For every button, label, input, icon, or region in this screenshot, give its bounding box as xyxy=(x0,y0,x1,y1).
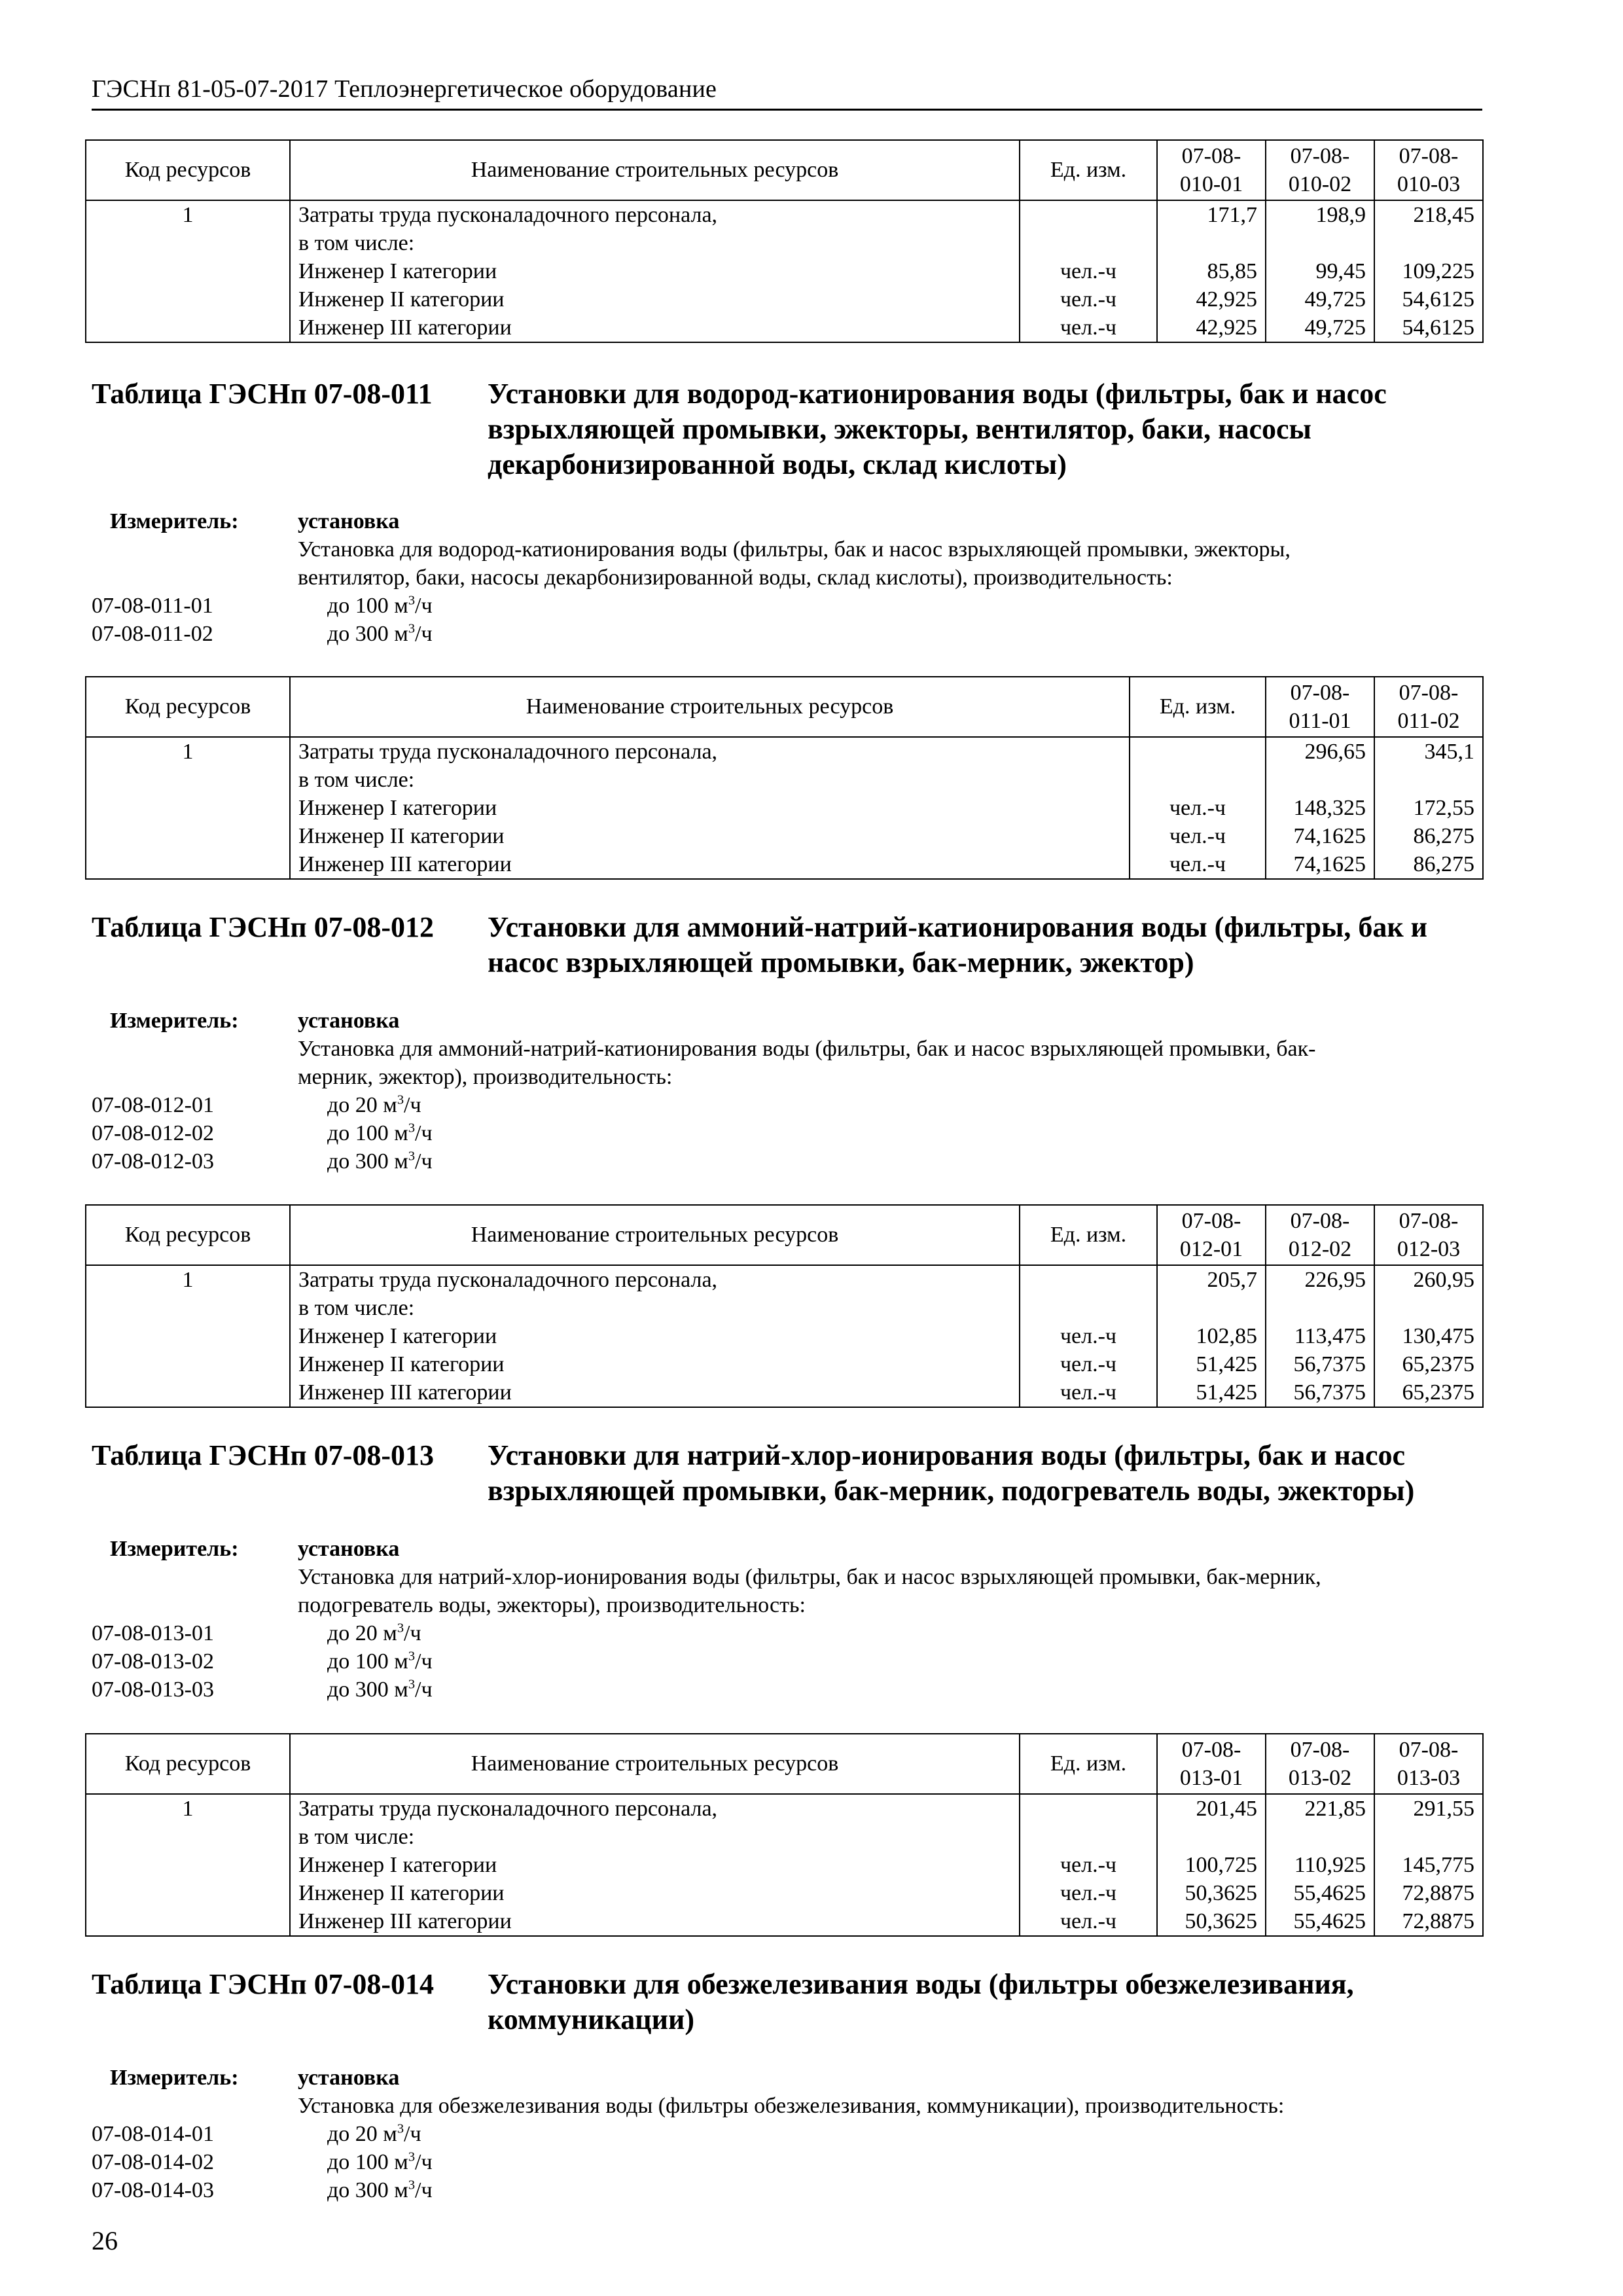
resource-name: Инженер II категории xyxy=(298,824,505,848)
cell-values xyxy=(1266,1265,1374,1407)
value: 260,95 xyxy=(1413,1268,1474,1292)
cell-resource-code xyxy=(86,1265,290,1407)
table-header-row xyxy=(86,140,1483,200)
resource-name: Инженер I категории xyxy=(298,1324,497,1348)
capacity-text: до 300 $м^3/ч$ xyxy=(327,621,433,646)
value: 49,725 xyxy=(1304,287,1366,312)
cell-resource-units xyxy=(1130,737,1266,879)
table-label: Таблица ГЭСНп 07-08-013 xyxy=(92,1439,435,1471)
cell-values xyxy=(1266,1794,1374,1936)
resource-table-012 xyxy=(85,1204,1484,1408)
resource-name: Инженер III категории xyxy=(298,1380,512,1405)
capacity-text: до 100 $м^3/ч$ xyxy=(327,593,433,618)
cell-resource-names xyxy=(290,737,1130,879)
table-heading: Установки для натрий-хлор-ионирования воды (фильтры, бак и насос взрыхляющей промывки, бак-мерник, подогреватель воды, эжекторы) xyxy=(488,1439,1415,1507)
capacity-code: 07-08-012-01 xyxy=(92,1093,214,1117)
meter-description: подогреватель воды, эжекторы), производительность: xyxy=(298,1593,806,1617)
cell-values xyxy=(1266,737,1374,879)
table-012-title xyxy=(92,910,1492,980)
capacity-text: до 300 $м^3/ч$ xyxy=(327,1677,433,1702)
value: 65,2375 xyxy=(1402,1352,1474,1376)
resource-name: в том числе: xyxy=(298,231,415,255)
resource-name: Инженер III категории xyxy=(298,315,512,340)
table-header-row xyxy=(86,1205,1483,1265)
table-014-title xyxy=(92,1967,1492,2037)
value: 74,1625 xyxy=(1293,852,1366,876)
col-header-rate-line: 010-02 xyxy=(1288,172,1352,196)
cell-values xyxy=(1157,1794,1266,1936)
resource-name: Инженер II категории xyxy=(298,1352,505,1376)
cell-resource-names xyxy=(290,200,1020,342)
resource-unit: чел.-ч xyxy=(1169,796,1226,820)
capacity-unit-power: 3 xyxy=(397,1092,404,1107)
value xyxy=(1166,1294,1257,1322)
table-heading: Установки для обезжелезивания воды (фильтры обезжелезивания, коммуникации) xyxy=(488,1968,1354,2036)
resource-unit: чел.-ч xyxy=(1060,1352,1117,1376)
col-header-rate-line: 013-01 xyxy=(1179,1766,1243,1790)
meter-unit: установка xyxy=(298,2066,400,2090)
table-013-block xyxy=(85,1733,1482,1937)
meter-description: Установка для аммоний-натрий-катионирования воды (фильтры, бак и насос взрыхляющей промывки, бак- xyxy=(298,1037,1316,1061)
value: 226,95 xyxy=(1304,1268,1366,1292)
value: 201,45 xyxy=(1196,1797,1257,1821)
capacity-value: до 100 м xyxy=(327,1649,408,1674)
value: 54,6125 xyxy=(1402,315,1474,340)
table-row xyxy=(86,200,1483,342)
col-header-name: Наименование строительных ресурсов xyxy=(290,677,1130,737)
value: 100,725 xyxy=(1185,1853,1257,1877)
col-header-unit: Ед. изм. xyxy=(1020,140,1157,200)
col-header-rate xyxy=(1266,1205,1374,1265)
cell-resource-code xyxy=(86,737,290,879)
value: 102,85 xyxy=(1196,1324,1257,1348)
capacity-value: до 20 м xyxy=(327,2122,397,2146)
table-row xyxy=(86,1794,1483,1936)
value: 198,9 xyxy=(1315,203,1366,227)
col-header-code: Код ресурсов xyxy=(86,1734,290,1794)
table-label: Таблица ГЭСНп 07-08-012 xyxy=(92,911,435,943)
resource-name: Затраты труда пусконаладочного персонала, xyxy=(298,203,718,227)
resource-name: Инженер III категории xyxy=(298,852,512,876)
value: 65,2375 xyxy=(1402,1380,1474,1405)
capacity-code: 07-08-011-02 xyxy=(92,622,213,646)
col-header-rate-line: 010-03 xyxy=(1397,172,1461,196)
resource-name: Затраты труда пусконаладочного персонала, xyxy=(298,1797,718,1821)
resource-unit: чел.-ч xyxy=(1060,1909,1117,1933)
col-header-rate-line: 07-08- xyxy=(1290,1738,1350,1762)
col-header-rate-line: 07-08- xyxy=(1290,1209,1350,1233)
capacity-item xyxy=(92,2120,1492,2148)
resource-code: 1 xyxy=(182,203,194,227)
resource-unit xyxy=(1028,229,1149,257)
capacity-code: 07-08-013-01 xyxy=(92,1621,214,1645)
meter-unit: установка xyxy=(298,509,400,533)
resource-name: в том числе: xyxy=(298,1296,415,1320)
capacity-item xyxy=(92,592,1492,620)
value xyxy=(1383,766,1474,794)
cell-resource-units xyxy=(1020,1265,1157,1407)
capacity-item xyxy=(92,620,1492,648)
col-header-rate xyxy=(1374,140,1483,200)
resource-name: Инженер III категории xyxy=(298,1909,512,1933)
resource-unit xyxy=(1138,738,1257,766)
value: 49,725 xyxy=(1304,315,1366,340)
table-row xyxy=(86,1265,1483,1407)
value: 51,425 xyxy=(1196,1380,1257,1405)
col-header-name: Наименование строительных ресурсов xyxy=(290,140,1020,200)
col-header-rate xyxy=(1266,140,1374,200)
col-header-rate-line: 07-08- xyxy=(1399,1209,1459,1233)
value: 50,3625 xyxy=(1185,1881,1257,1905)
resource-unit: чел.-ч xyxy=(1169,824,1226,848)
value: 42,925 xyxy=(1196,287,1257,312)
capacity-unit-power: 3 xyxy=(408,593,416,608)
table-014-meter xyxy=(92,2064,1492,2204)
table-013-meter xyxy=(92,1535,1492,1704)
table-label: Таблица ГЭСНп 07-08-014 xyxy=(92,1968,435,2000)
running-header: ГЭСНп 81-05-07-2017 Теплоэнергетическое оборудование xyxy=(92,73,1482,111)
capacity-unit-power: 3 xyxy=(408,1677,416,1692)
capacity-code: 07-08-013-03 xyxy=(92,1677,214,1702)
table-011-title xyxy=(92,376,1492,482)
col-header-rate-line: 010-01 xyxy=(1179,172,1243,196)
resource-name: в том числе: xyxy=(298,768,415,792)
meter-label: Измеритель: xyxy=(110,1537,239,1561)
value: 130,475 xyxy=(1402,1324,1474,1348)
table-header-row xyxy=(86,677,1483,737)
capacity-text: до 100 $м^3/ч$ xyxy=(327,1649,433,1674)
table-013-title xyxy=(92,1438,1492,1509)
resource-table-013 xyxy=(85,1733,1484,1937)
page-number: 26 xyxy=(92,2226,118,2255)
meter-description: мерник, эжектор), производительность: xyxy=(298,1065,673,1089)
resource-unit: чел.-ч xyxy=(1060,287,1117,312)
resource-unit: чел.-ч xyxy=(1169,852,1226,876)
col-header-rate-line: 07-08- xyxy=(1181,144,1241,168)
cell-values xyxy=(1157,1265,1266,1407)
resource-name: Затраты труда пусконаладочного персонала, xyxy=(298,740,718,764)
resource-unit: чел.-ч xyxy=(1060,1324,1117,1348)
capacity-unit-power: 3 xyxy=(408,621,416,636)
capacity-value: до 100 м xyxy=(327,1121,408,1145)
value: 72,8875 xyxy=(1402,1881,1474,1905)
value: 55,4625 xyxy=(1293,1881,1366,1905)
capacity-unit-power: 3 xyxy=(408,1149,416,1164)
resource-code: 1 xyxy=(182,1797,194,1821)
resource-unit: чел.-ч xyxy=(1060,315,1117,340)
capacity-unit-power: 3 xyxy=(408,2178,416,2193)
value: 56,7375 xyxy=(1293,1380,1366,1405)
capacity-text: до 20 $м^3/ч$ xyxy=(327,1092,421,1117)
capacity-value: до 20 м xyxy=(327,1621,397,1645)
value: 171,7 xyxy=(1207,203,1257,227)
cell-resource-code xyxy=(86,200,290,342)
capacity-text: до 20 $м^3/ч$ xyxy=(327,1621,421,1645)
capacity-item xyxy=(92,2176,1492,2204)
col-header-rate xyxy=(1157,1734,1266,1794)
cell-values xyxy=(1374,737,1483,879)
capacity-code: 07-08-014-01 xyxy=(92,2122,214,2146)
col-header-rate xyxy=(1374,1734,1483,1794)
resource-unit xyxy=(1028,1266,1149,1294)
capacity-item xyxy=(92,1676,1492,1704)
value: 205,7 xyxy=(1207,1268,1257,1292)
col-header-name: Наименование строительных ресурсов xyxy=(290,1205,1020,1265)
table-012-meter xyxy=(92,1007,1492,1175)
col-header-rate-line: 011-01 xyxy=(1289,709,1351,733)
col-header-rate-line: 012-02 xyxy=(1288,1237,1352,1261)
value: 54,6125 xyxy=(1402,287,1474,312)
value: 86,275 xyxy=(1413,852,1474,876)
resource-unit xyxy=(1028,1795,1149,1823)
meter-description: Установка для обезжелезивания воды (фильтры обезжелезивания, коммуникации), производительность: xyxy=(298,2094,1285,2118)
resource-name: Затраты труда пусконаладочного персонала, xyxy=(298,1268,718,1292)
capacity-item xyxy=(92,1647,1492,1676)
value xyxy=(1383,1294,1474,1322)
col-header-rate-line: 013-03 xyxy=(1397,1766,1461,1790)
col-header-unit: Ед. изм. xyxy=(1130,677,1266,737)
capacity-code: 07-08-013-02 xyxy=(92,1649,214,1674)
cell-resource-units xyxy=(1020,1794,1157,1936)
value: 86,275 xyxy=(1413,824,1474,848)
meter-label: Измеритель: xyxy=(110,509,239,533)
col-header-rate-line: 07-08- xyxy=(1290,144,1350,168)
value xyxy=(1166,1823,1257,1851)
resource-name: Инженер I категории xyxy=(298,259,497,283)
col-header-code: Код ресурсов xyxy=(86,1205,290,1265)
capacity-text: до 300 $м^3/ч$ xyxy=(327,1149,433,1174)
table-heading: Установки для аммоний-натрий-катионирования воды (фильтры, бак и насос взрыхляющей промывки, бак-мерник, эжектор) xyxy=(488,911,1428,978)
meter-label: Измеритель: xyxy=(110,1009,239,1033)
capacity-value: до 100 м xyxy=(327,2150,408,2174)
cell-values xyxy=(1157,200,1266,342)
col-header-rate xyxy=(1374,1205,1483,1265)
col-header-rate xyxy=(1266,1734,1374,1794)
capacity-value: до 300 м xyxy=(327,1677,408,1702)
col-header-rate xyxy=(1157,140,1266,200)
resource-name: Инженер I категории xyxy=(298,796,497,820)
resource-unit: чел.-ч xyxy=(1060,259,1117,283)
value: 51,425 xyxy=(1196,1352,1257,1376)
meter-unit: установка xyxy=(298,1009,400,1033)
col-header-rate-line: 012-01 xyxy=(1179,1237,1243,1261)
cell-resource-names xyxy=(290,1794,1020,1936)
value xyxy=(1274,766,1366,794)
col-header-unit: Ед. изм. xyxy=(1020,1734,1157,1794)
col-header-code: Код ресурсов xyxy=(86,140,290,200)
meter-description: Установка для водород-катионирования воды (фильтры, бак и насос взрыхляющей промывки, эжекторы, xyxy=(298,537,1291,562)
cell-values xyxy=(1374,1265,1483,1407)
resource-unit: чел.-ч xyxy=(1060,1380,1117,1405)
value: 85,85 xyxy=(1207,259,1257,283)
resource-name: Инженер II категории xyxy=(298,1881,505,1905)
meter-description: Установка для натрий-хлор-ионирования воды (фильтры, бак и насос взрыхляющей промывки, бак-мерник, xyxy=(298,1565,1321,1589)
capacity-code: 07-08-011-01 xyxy=(92,594,213,618)
col-header-rate xyxy=(1266,677,1374,737)
value: 296,65 xyxy=(1304,740,1366,764)
resource-table-011 xyxy=(85,676,1484,880)
resource-name: в том числе: xyxy=(298,1825,415,1849)
resource-unit xyxy=(1028,1823,1149,1851)
col-header-rate-line: 011-02 xyxy=(1397,709,1460,733)
value: 56,7375 xyxy=(1293,1352,1366,1376)
capacity-code: 07-08-012-02 xyxy=(92,1121,214,1145)
col-header-rate-line: 07-08- xyxy=(1399,1738,1459,1762)
capacity-text: до 100 $м^3/ч$ xyxy=(327,1121,433,1145)
value: 113,475 xyxy=(1294,1324,1366,1348)
col-header-rate-line: 07-08- xyxy=(1290,681,1350,705)
table-011-meter xyxy=(92,507,1492,648)
resource-table-010 xyxy=(85,139,1484,343)
col-header-code: Код ресурсов xyxy=(86,677,290,737)
resource-code: 1 xyxy=(182,1268,194,1292)
table-heading: Установки для водород-катионирования воды (фильтры, бак и насос взрыхляющей промывки, эжекторы, вентилятор, баки, насосы декарбонизированной воды, склад кислоты) xyxy=(488,378,1387,480)
capacity-unit-power: 3 xyxy=(397,1621,404,1636)
capacity-unit-power: 3 xyxy=(408,2149,416,2164)
resource-code: 1 xyxy=(182,740,194,764)
capacity-unit-power: 3 xyxy=(408,1121,416,1136)
meter-unit: установка xyxy=(298,1537,400,1561)
table-011-block xyxy=(85,676,1482,880)
table-012-block xyxy=(85,1204,1482,1408)
capacity-value: до 300 м xyxy=(327,1149,408,1174)
capacity-value: до 300 м xyxy=(327,622,408,646)
value: 110,925 xyxy=(1294,1853,1366,1877)
table-label: Таблица ГЭСНп 07-08-011 xyxy=(92,378,433,410)
cell-resource-units xyxy=(1020,200,1157,342)
value: 218,45 xyxy=(1413,203,1474,227)
col-header-unit: Ед. изм. xyxy=(1020,1205,1157,1265)
capacity-code: 07-08-014-03 xyxy=(92,2178,214,2202)
value xyxy=(1383,229,1474,257)
table-row xyxy=(86,737,1483,879)
capacity-unit-power: 3 xyxy=(397,2121,404,2136)
value xyxy=(1274,1294,1366,1322)
resource-unit xyxy=(1028,201,1149,229)
value: 42,925 xyxy=(1196,315,1257,340)
col-header-rate xyxy=(1374,677,1483,737)
cell-resource-names xyxy=(290,1265,1020,1407)
value xyxy=(1274,229,1366,257)
capacity-item xyxy=(92,1119,1492,1147)
col-header-rate-line: 012-03 xyxy=(1397,1237,1461,1261)
table-header-row xyxy=(86,1734,1483,1794)
capacity-text: до 100 $м^3/ч$ xyxy=(327,2149,433,2174)
capacity-code: 07-08-014-02 xyxy=(92,2150,214,2174)
cell-values xyxy=(1374,1794,1483,1936)
value: 221,85 xyxy=(1304,1797,1366,1821)
resource-unit xyxy=(1138,766,1257,794)
cell-values xyxy=(1266,200,1374,342)
capacity-item xyxy=(92,2148,1492,2176)
value xyxy=(1166,229,1257,257)
value: 172,55 xyxy=(1413,796,1474,820)
col-header-rate-line: 07-08- xyxy=(1399,681,1459,705)
value xyxy=(1383,1823,1474,1851)
value: 72,8875 xyxy=(1402,1909,1474,1933)
meter-label: Измеритель: xyxy=(110,2066,239,2090)
value: 291,55 xyxy=(1413,1797,1474,1821)
value: 74,1625 xyxy=(1293,824,1366,848)
value: 99,45 xyxy=(1315,259,1366,283)
capacity-value: до 20 м xyxy=(327,1093,397,1117)
capacity-text: до 300 $м^3/ч$ xyxy=(327,2178,433,2202)
capacity-value: до 300 м xyxy=(327,2178,408,2202)
value: 55,4625 xyxy=(1293,1909,1366,1933)
cell-resource-code xyxy=(86,1794,290,1936)
cell-values xyxy=(1374,200,1483,342)
value: 50,3625 xyxy=(1185,1909,1257,1933)
col-header-rate-line: 07-08- xyxy=(1181,1209,1241,1233)
capacity-code: 07-08-012-03 xyxy=(92,1149,214,1174)
value: 145,775 xyxy=(1402,1853,1474,1877)
capacity-item xyxy=(92,1619,1492,1647)
resource-name: Инженер II категории xyxy=(298,287,505,312)
capacity-item xyxy=(92,1091,1492,1119)
resource-unit: чел.-ч xyxy=(1060,1881,1117,1905)
resource-name: Инженер I категории xyxy=(298,1853,497,1877)
col-header-rate xyxy=(1157,1205,1266,1265)
col-header-rate-line: 07-08- xyxy=(1181,1738,1241,1762)
capacity-text: до 20 $м^3/ч$ xyxy=(327,2121,421,2146)
value xyxy=(1274,1823,1366,1851)
capacity-unit-power: 3 xyxy=(408,1649,416,1664)
table-010-block xyxy=(85,139,1482,343)
col-header-rate-line: 013-02 xyxy=(1288,1766,1352,1790)
col-header-rate-line: 07-08- xyxy=(1399,144,1459,168)
capacity-value: до 100 м xyxy=(327,594,408,618)
value: 345,1 xyxy=(1424,740,1474,764)
value: 148,325 xyxy=(1293,796,1366,820)
resource-unit xyxy=(1028,1294,1149,1322)
value: 109,225 xyxy=(1402,259,1474,283)
col-header-name: Наименование строительных ресурсов xyxy=(290,1734,1020,1794)
meter-description: вентилятор, баки, насосы декарбонизированной воды, склад кислоты), производительность: xyxy=(298,565,1173,590)
capacity-item xyxy=(92,1147,1492,1175)
resource-unit: чел.-ч xyxy=(1060,1853,1117,1877)
